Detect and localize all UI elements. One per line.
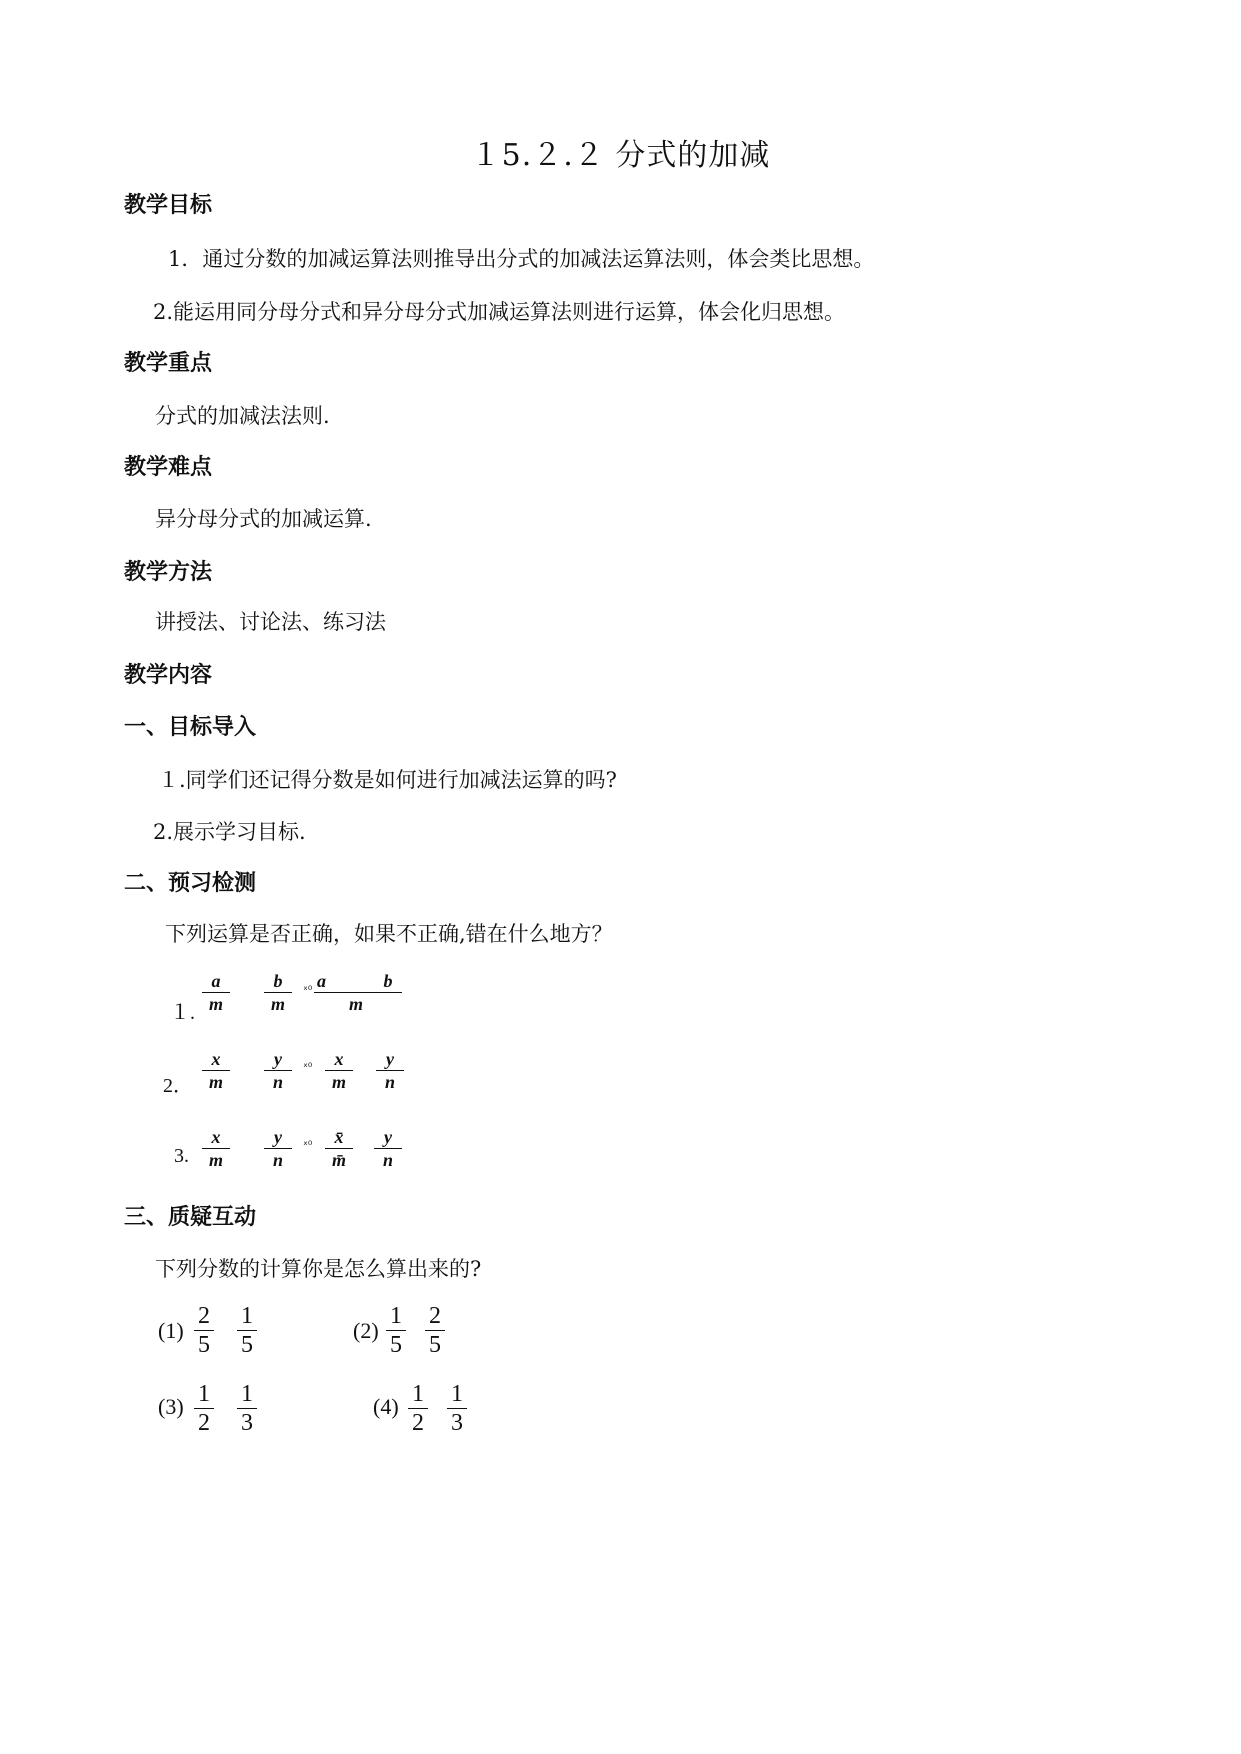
check-item-1-frac-b: $\frac{b}{m}$ (264, 970, 292, 1015)
heading-part2: 二、预习检测 (124, 871, 257, 896)
check-item-2-label: 2． (163, 1075, 193, 1097)
page-title: １5.２.２ 分式的加减 (470, 138, 771, 173)
fraction-item-4-label: (4) (373, 1394, 399, 1419)
check-item-2-frac-a: $\frac{x}{m}$ (202, 1048, 230, 1093)
heading-methods: 教学方法 (124, 560, 213, 585)
fraction-item-4-a: $\frac{1}{2}$ (408, 1380, 428, 1437)
part2-prompt: 下列运算是否正确，如果不正确,错在什么地方？ (165, 922, 613, 946)
check-item-3-label: 3. (174, 1145, 189, 1167)
fraction-item-2-label: (2) (353, 1318, 379, 1343)
check-item-1-frac-a: $\frac{a}{m}$ (202, 970, 230, 1015)
heading-content: 教学内容 (124, 663, 213, 688)
heading-part1: 一、目标导入 (124, 715, 257, 740)
check-item-1-result-b: b (374, 970, 402, 1015)
heading-key-points: 教学重点 (124, 351, 213, 376)
methods-text: 讲授法、讨论法、练习法 (155, 610, 386, 634)
check-item-2-operator: ₓ₀ (303, 1057, 313, 1070)
fraction-item-4-b: $\frac{1}{3}$ (447, 1380, 467, 1437)
check-item-2-frac-b: $\frac{y}{n}$ (264, 1048, 292, 1093)
fraction-item-3-a: $\frac{1}{2}$ (194, 1380, 214, 1437)
check-item-3-frac-a: $\frac{x}{m}$ (202, 1126, 230, 1171)
fraction-item-2-a: $\frac{1}{5}$ (386, 1302, 406, 1359)
check-item-3-frac-b: $\frac{y}{n}$ (264, 1126, 292, 1171)
fraction-item-2-b: $\frac{2}{5}$ (425, 1302, 445, 1359)
fraction-item-1-label: (1) (158, 1318, 184, 1343)
goal-1: 1．通过分数的加减运算法则推导出分式的加减法运算法则，体会类比思想。 (168, 247, 875, 271)
key-points-text: 分式的加减法法则. (155, 404, 330, 428)
part1-item-2: 2.展示学习目标. (153, 820, 306, 844)
check-item-2-result-b: $\frac{y}{n}$ (376, 1048, 404, 1093)
heading-difficulties: 教学难点 (124, 455, 213, 480)
part1-item-1: １.同学们还记得分数是如何进行加减法运算的吗? (158, 768, 617, 792)
difficulties-text: 异分母分式的加减运算. (155, 507, 372, 531)
check-item-1-result: $\frac{a}{m}$ (314, 970, 398, 1015)
check-item-1-label: １. (170, 1002, 195, 1024)
check-item-3-operator: ₓ₀ (303, 1135, 313, 1148)
heading-teaching-goals: 教学目标 (124, 193, 213, 218)
check-item-3-result-a: $\frac{x̄}{m̄}$ (325, 1126, 353, 1171)
part3-prompt: 下列分数的计算你是怎么算出来的? (155, 1257, 482, 1281)
heading-part3: 三、质疑互动 (124, 1205, 257, 1230)
fraction-item-3-label: (3) (158, 1394, 184, 1419)
fraction-item-1-b: $\frac{1}{5}$ (237, 1302, 257, 1359)
fraction-item-3-b: $\frac{1}{3}$ (237, 1380, 257, 1437)
fraction-item-1-a: $\frac{2}{5}$ (194, 1302, 214, 1359)
check-item-2-result-a: $\frac{x}{m}$ (325, 1048, 353, 1093)
check-item-1-operator: ₓ₀ (303, 980, 313, 993)
goal-2: 2.能运用同分母分式和异分母分式加减运算法则进行运算，体会化归思想。 (153, 300, 846, 324)
check-item-3-result-b: $\frac{y}{n}$ (374, 1126, 402, 1171)
